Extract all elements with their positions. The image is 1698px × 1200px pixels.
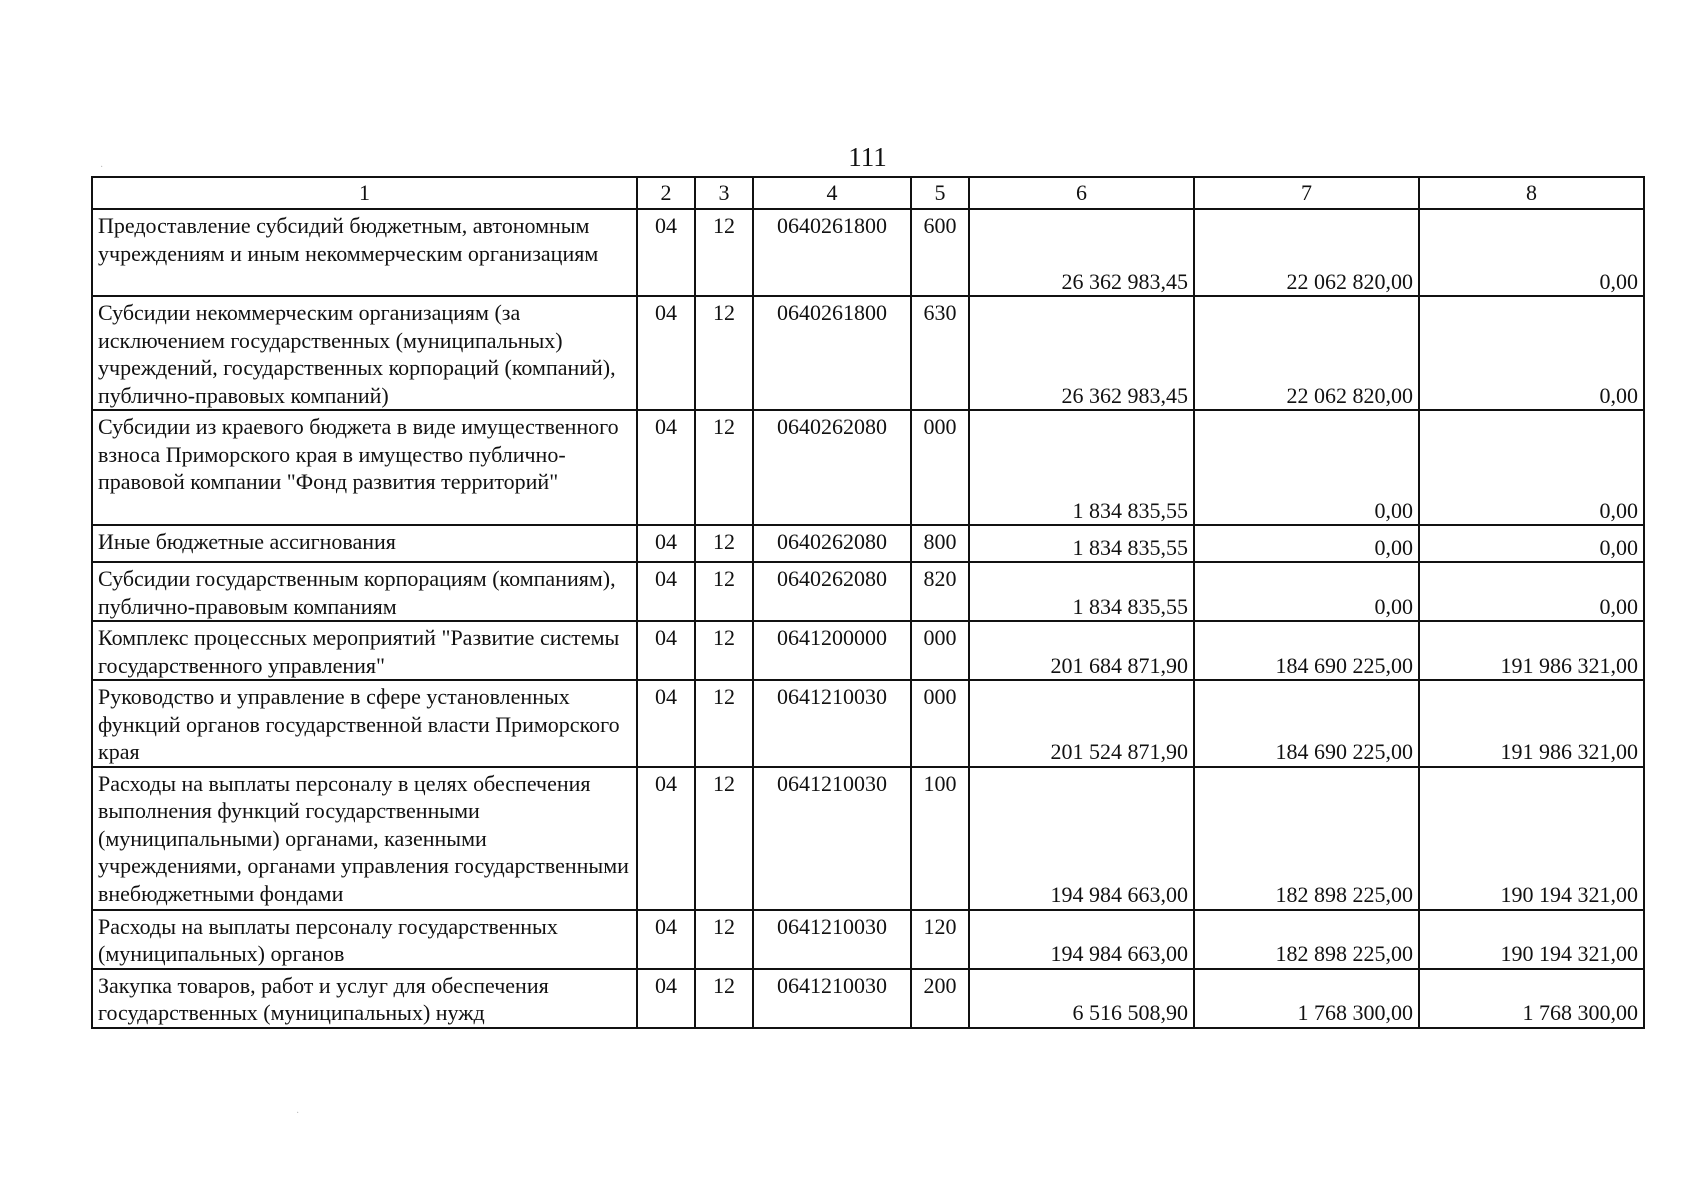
column-header-7: 7 — [1194, 177, 1419, 209]
amount-col-7: 184 690 225,00 — [1194, 621, 1419, 680]
amount-col-6: 6 516 508,90 — [969, 969, 1194, 1028]
section-code: 04 — [637, 680, 695, 767]
subsection-code: 12 — [695, 562, 753, 621]
expense-type-code: 600 — [911, 209, 969, 296]
section-code: 04 — [637, 910, 695, 969]
expense-type-code: 000 — [911, 680, 969, 767]
expense-type-code: 120 — [911, 910, 969, 969]
amount-col-8: 0,00 — [1419, 562, 1644, 621]
amount-col-8: 0,00 — [1419, 209, 1644, 296]
target-article-code: 0640261800 — [753, 296, 911, 410]
amount-col-7: 0,00 — [1194, 410, 1419, 525]
section-code: 04 — [637, 969, 695, 1028]
section-code: 04 — [637, 209, 695, 296]
expense-type-code: 100 — [911, 767, 969, 910]
amount-col-6: 201 524 871,90 — [969, 680, 1194, 767]
amount-col-8: 0,00 — [1419, 296, 1644, 410]
amount-col-7: 0,00 — [1194, 562, 1419, 621]
table-row — [92, 562, 1644, 621]
amount-col-8: 190 194 321,00 — [1419, 767, 1644, 910]
subsection-code: 12 — [695, 621, 753, 680]
subsection-code: 12 — [695, 969, 753, 1028]
target-article-code: 0640262080 — [753, 562, 911, 621]
target-article-code: 0641210030 — [753, 767, 911, 910]
column-header-8: 8 — [1419, 177, 1644, 209]
subsection-code: 12 — [695, 296, 753, 410]
amount-col-7: 182 898 225,00 — [1194, 767, 1419, 910]
column-header-1: 1 — [92, 177, 637, 209]
table-row — [92, 410, 1644, 525]
amount-col-7: 22 062 820,00 — [1194, 209, 1419, 296]
table-row — [92, 680, 1644, 767]
amount-col-6: 194 984 663,00 — [969, 910, 1194, 969]
section-code: 04 — [637, 621, 695, 680]
table-row — [92, 296, 1644, 410]
table-row — [92, 621, 1644, 680]
subsection-code: 12 — [695, 910, 753, 969]
section-code: 04 — [637, 767, 695, 910]
target-article-code: 0641210030 — [753, 680, 911, 767]
expense-name: Расходы на выплаты персоналу в целях обеспечения выполнения функций государственными (муниципальными) органами, казенными учреждениями, органами управления государственными внебюджетными фондами — [92, 767, 637, 910]
expense-name: Субсидии из краевого бюджета в виде имущественного взноса Приморского края в имущество публично-правовой компании "Фонд развития территорий" — [92, 410, 637, 525]
amount-col-7: 0,00 — [1194, 525, 1419, 562]
column-header-2: 2 — [637, 177, 695, 209]
section-code: 04 — [637, 410, 695, 525]
amount-col-6: 1 834 835,55 — [969, 562, 1194, 621]
expense-type-code: 000 — [911, 621, 969, 680]
column-header-6: 6 — [969, 177, 1194, 209]
target-article-code: 0641210030 — [753, 969, 911, 1028]
subsection-code: 12 — [695, 410, 753, 525]
amount-col-8: 190 194 321,00 — [1419, 910, 1644, 969]
expense-type-code: 200 — [911, 969, 969, 1028]
expense-type-code: 000 — [911, 410, 969, 525]
expense-type-code: 820 — [911, 562, 969, 621]
subsection-code: 12 — [695, 209, 753, 296]
table-row — [92, 910, 1644, 969]
target-article-code: 0640262080 — [753, 525, 911, 562]
amount-col-7: 184 690 225,00 — [1194, 680, 1419, 767]
header-row — [92, 177, 1644, 209]
expense-name: Иные бюджетные ассигнования — [92, 525, 637, 562]
expense-name: Предоставление субсидий бюджетным, автономным учреждениям и иным некоммерческим организациям — [92, 209, 637, 296]
subsection-code: 12 — [695, 767, 753, 910]
target-article-code: 0641200000 — [753, 621, 911, 680]
amount-col-6: 26 362 983,45 — [969, 296, 1194, 410]
section-code: 04 — [637, 525, 695, 562]
scan-speck: · — [100, 162, 104, 173]
amount-col-8: 1 768 300,00 — [1419, 969, 1644, 1028]
amount-col-6: 1 834 835,55 — [969, 525, 1194, 562]
expense-name: Комплекс процессных мероприятий "Развитие системы государственного управления" — [92, 621, 637, 680]
budget-table — [91, 176, 1645, 1029]
section-code: 04 — [637, 296, 695, 410]
scan-speck: · — [296, 1108, 300, 1119]
amount-col-7: 182 898 225,00 — [1194, 910, 1419, 969]
expense-name: Субсидии государственным корпорациям (компаниям), публично-правовым компаниям — [92, 562, 637, 621]
amount-col-6: 201 684 871,90 — [969, 621, 1194, 680]
expense-type-code: 800 — [911, 525, 969, 562]
expense-type-code: 630 — [911, 296, 969, 410]
target-article-code: 0640262080 — [753, 410, 911, 525]
expense-name: Субсидии некоммерческим организациям (за исключением государственных (муниципальных) учреждений, государственных корпораций (компаний), публично-правовых компаний) — [92, 296, 637, 410]
expense-name: Руководство и управление в сфере установленных функций органов государственной власти Приморского края — [92, 680, 637, 767]
column-header-3: 3 — [695, 177, 753, 209]
amount-col-6: 26 362 983,45 — [969, 209, 1194, 296]
amount-col-8: 0,00 — [1419, 410, 1644, 525]
amount-col-8: 0,00 — [1419, 525, 1644, 562]
section-code: 04 — [637, 562, 695, 621]
table-row — [92, 969, 1644, 1028]
column-header-4: 4 — [753, 177, 911, 209]
amount-col-6: 194 984 663,00 — [969, 767, 1194, 910]
table-row — [92, 767, 1644, 910]
amount-col-8: 191 986 321,00 — [1419, 621, 1644, 680]
table-row — [92, 209, 1644, 296]
expense-name: Закупка товаров, работ и услуг для обеспечения государственных (муниципальных) нужд — [92, 969, 637, 1028]
amount-col-6: 1 834 835,55 — [969, 410, 1194, 525]
table-row — [92, 525, 1644, 562]
subsection-code: 12 — [695, 525, 753, 562]
amount-col-7: 22 062 820,00 — [1194, 296, 1419, 410]
page-number: 111 — [848, 142, 887, 172]
target-article-code: 0641210030 — [753, 910, 911, 969]
column-header-5: 5 — [911, 177, 969, 209]
target-article-code: 0640261800 — [753, 209, 911, 296]
amount-col-7: 1 768 300,00 — [1194, 969, 1419, 1028]
amount-col-8: 191 986 321,00 — [1419, 680, 1644, 767]
subsection-code: 12 — [695, 680, 753, 767]
expense-name: Расходы на выплаты персоналу государственных (муниципальных) органов — [92, 910, 637, 969]
